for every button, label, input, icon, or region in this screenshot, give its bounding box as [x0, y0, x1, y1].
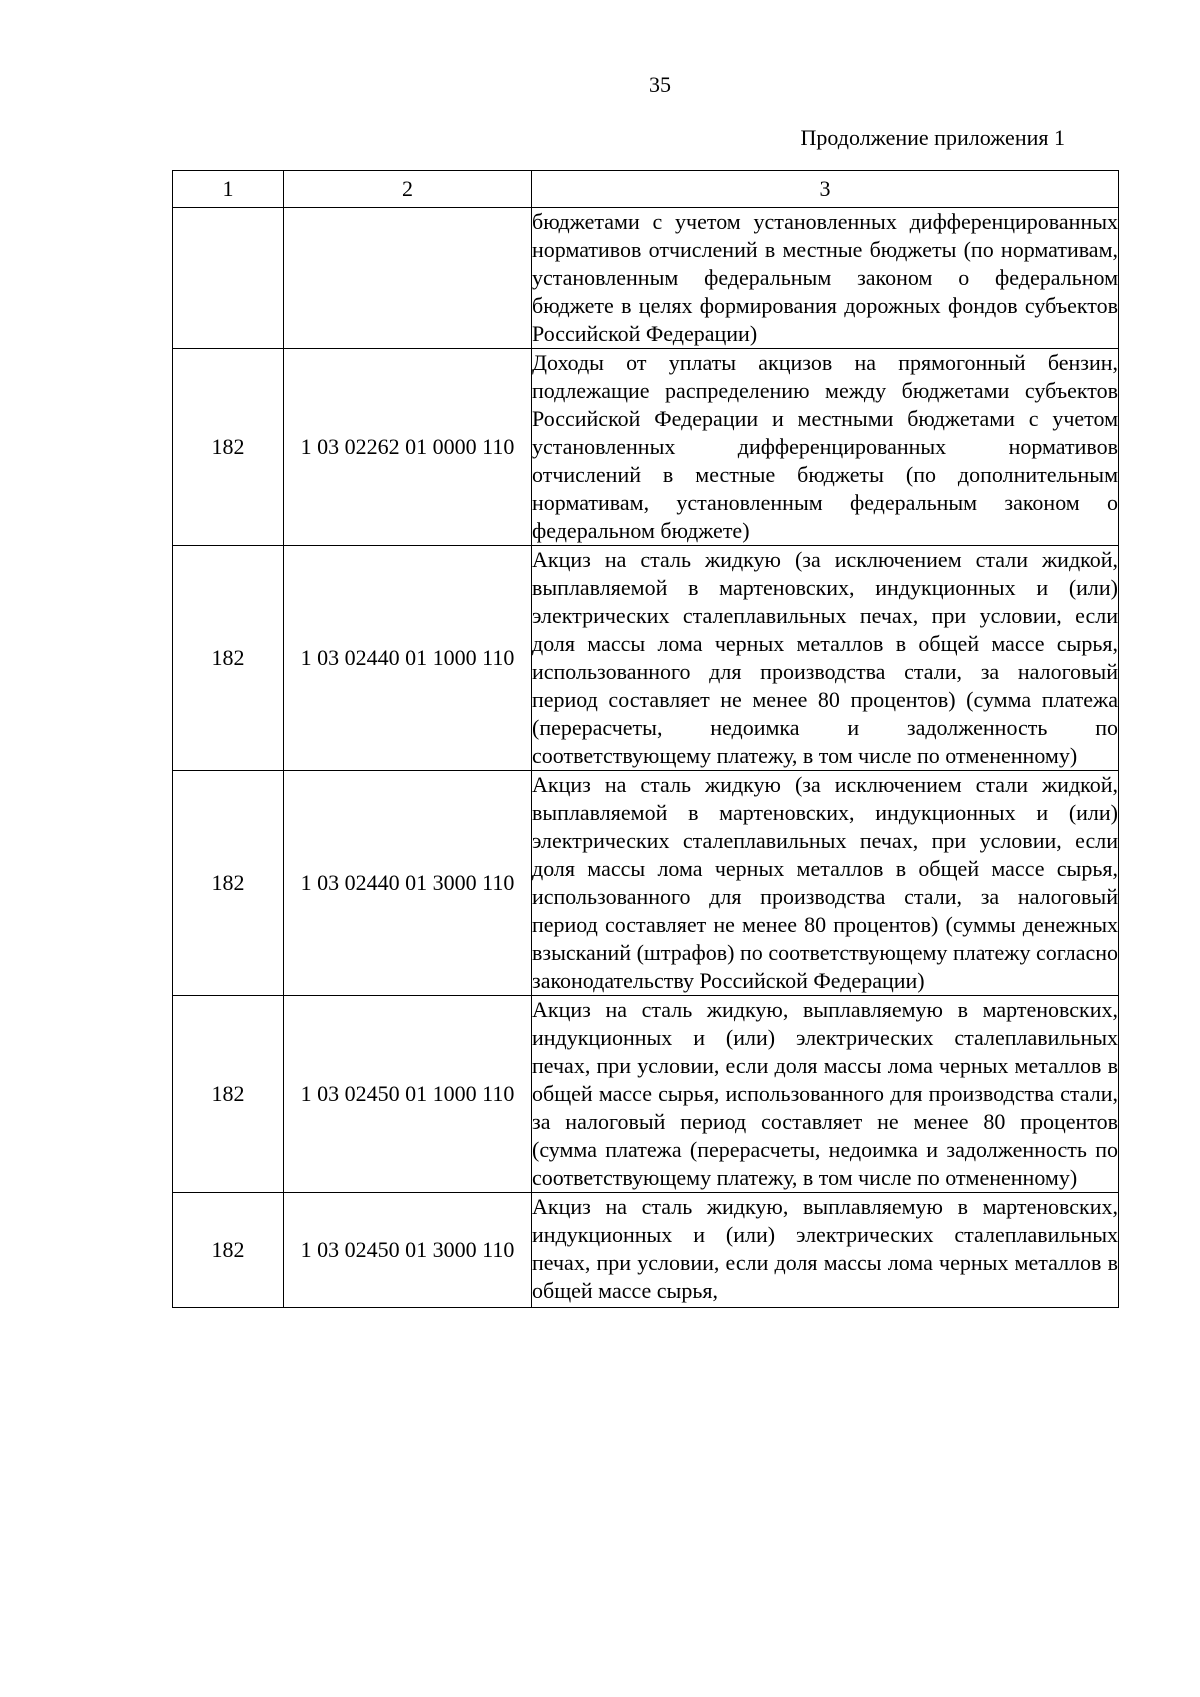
kbk-code-cell: 1 03 02450 01 1000 110: [284, 996, 532, 1193]
admin-code-cell: 182: [173, 1193, 284, 1308]
description-cell: Акциз на сталь жидкую (за исключением стали жидкой, выплавляемой в мартеновских, индукционных и (или) электрических сталеплавильных печах, при условии, если доля массы лома черных металлов в общей массе сырья, использованного для производства стали, за налоговый период составляет не менее 80 процентов) (сумма платежа (перерасчеты, недоимка и задолженность по соответствующему платежу, в том числе по отмененному): [532, 546, 1119, 771]
kbk-code-cell: 1 03 02262 01 0000 110: [284, 349, 532, 546]
table-row: [173, 996, 1119, 1193]
description-cell: бюджетами с учетом установленных дифференцированных нормативов отчислений в местные бюджеты (по нормативам, установленным федеральным законом о федеральном бюджете в целях формирования дорожных фондов субъектов Российской Федерации): [532, 208, 1119, 349]
column-header-2: 2: [284, 171, 532, 208]
admin-code-cell: 182: [173, 771, 284, 996]
admin-code-cell: [173, 208, 284, 349]
description-cell: Акциз на сталь жидкую, выплавляемую в мартеновских, индукционных и (или) электрических сталеплавильных печах, при условии, если доля массы лома черных металлов в общей массе сырья,: [532, 1193, 1119, 1308]
table-row: [173, 771, 1119, 996]
table-header-row: [173, 171, 1119, 208]
admin-code-cell: 182: [173, 996, 284, 1193]
kbk-code-cell: [284, 208, 532, 349]
table-row: [173, 546, 1119, 771]
admin-code-cell: 182: [173, 349, 284, 546]
budget-codes-table: [172, 170, 1119, 1308]
table-row: [173, 1193, 1119, 1308]
page-number: 35: [649, 72, 671, 97]
description-cell: Акциз на сталь жидкую, выплавляемую в мартеновских, индукционных и (или) электрических сталеплавильных печах, при условии, если доля массы лома черных металлов в общей массе сырья, использованного для производства стали, за налоговый период составляет не менее 80 процентов (сумма платежа (перерасчеты, недоимка и задолженность по соответствующему платежу, в том числе по отмененному): [532, 996, 1119, 1193]
kbk-code-cell: 1 03 02440 01 3000 110: [284, 771, 532, 996]
kbk-code-cell: 1 03 02440 01 1000 110: [284, 546, 532, 771]
table-row: [173, 349, 1119, 546]
description-cell: Доходы от уплаты акцизов на прямогонный бензин, подлежащие распределению между бюджетами субъектов Российской Федерации и местными бюджетами с учетом установленных дифференцированных нормативов отчислений в местные бюджеты (по дополнительным нормативам, установленным федеральным законом о федеральном бюджете): [532, 349, 1119, 546]
description-cell: Акциз на сталь жидкую (за исключением стали жидкой, выплавляемой в мартеновских, индукционных и (или) электрических сталеплавильных печах, при условии, если доля массы лома черных металлов в общей массе сырья, использованного для производства стали, за налоговый период составляет не менее 80 процентов) (суммы денежных взысканий (штрафов) по соответствующему платежу согласно законодательству Российской Федерации): [532, 771, 1119, 996]
kbk-code-cell: 1 03 02450 01 3000 110: [284, 1193, 532, 1308]
table-row: [173, 208, 1119, 349]
column-header-3: 3: [532, 171, 1119, 208]
admin-code-cell: 182: [173, 546, 284, 771]
appendix-continuation-label: Продолжение приложения 1: [800, 125, 1065, 150]
column-header-1: 1: [173, 171, 284, 208]
